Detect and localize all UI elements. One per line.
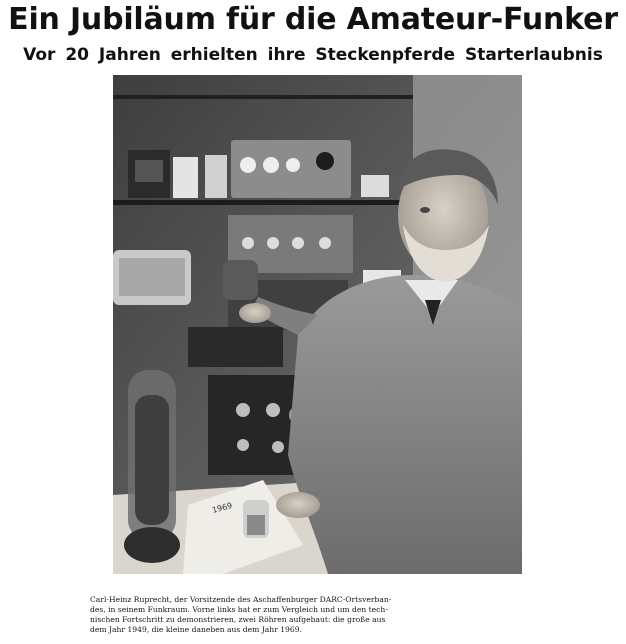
caption-line: des, in seinem Funkraum. Vorne links hat er zum Vergleich und um den tech-: [90, 605, 388, 614]
caption-line: nischen Fortschritt zu demonstrieren, zwei Röhren aufgebaut: die große aus: [90, 615, 386, 624]
article-photo: [113, 75, 522, 574]
subheadline: Vor 20 Jahren erhielten ihre Steckenpferde Starterlaubnis: [23, 45, 603, 65]
photo-caption: [90, 595, 550, 635]
caption-line: dem Jahr 1949, die kleine daneben aus dem Jahr 1969.: [90, 625, 302, 634]
tube-label: 1969: [211, 500, 234, 515]
photo-illustration: [113, 75, 522, 574]
caption-line: Carl-Heinz Ruprecht, der Vorsitzende des Aschaffenburger DARC-Ortsverban-: [90, 595, 392, 604]
headline: Ein Jubiläum für die Amateur-Funker: [8, 2, 618, 37]
